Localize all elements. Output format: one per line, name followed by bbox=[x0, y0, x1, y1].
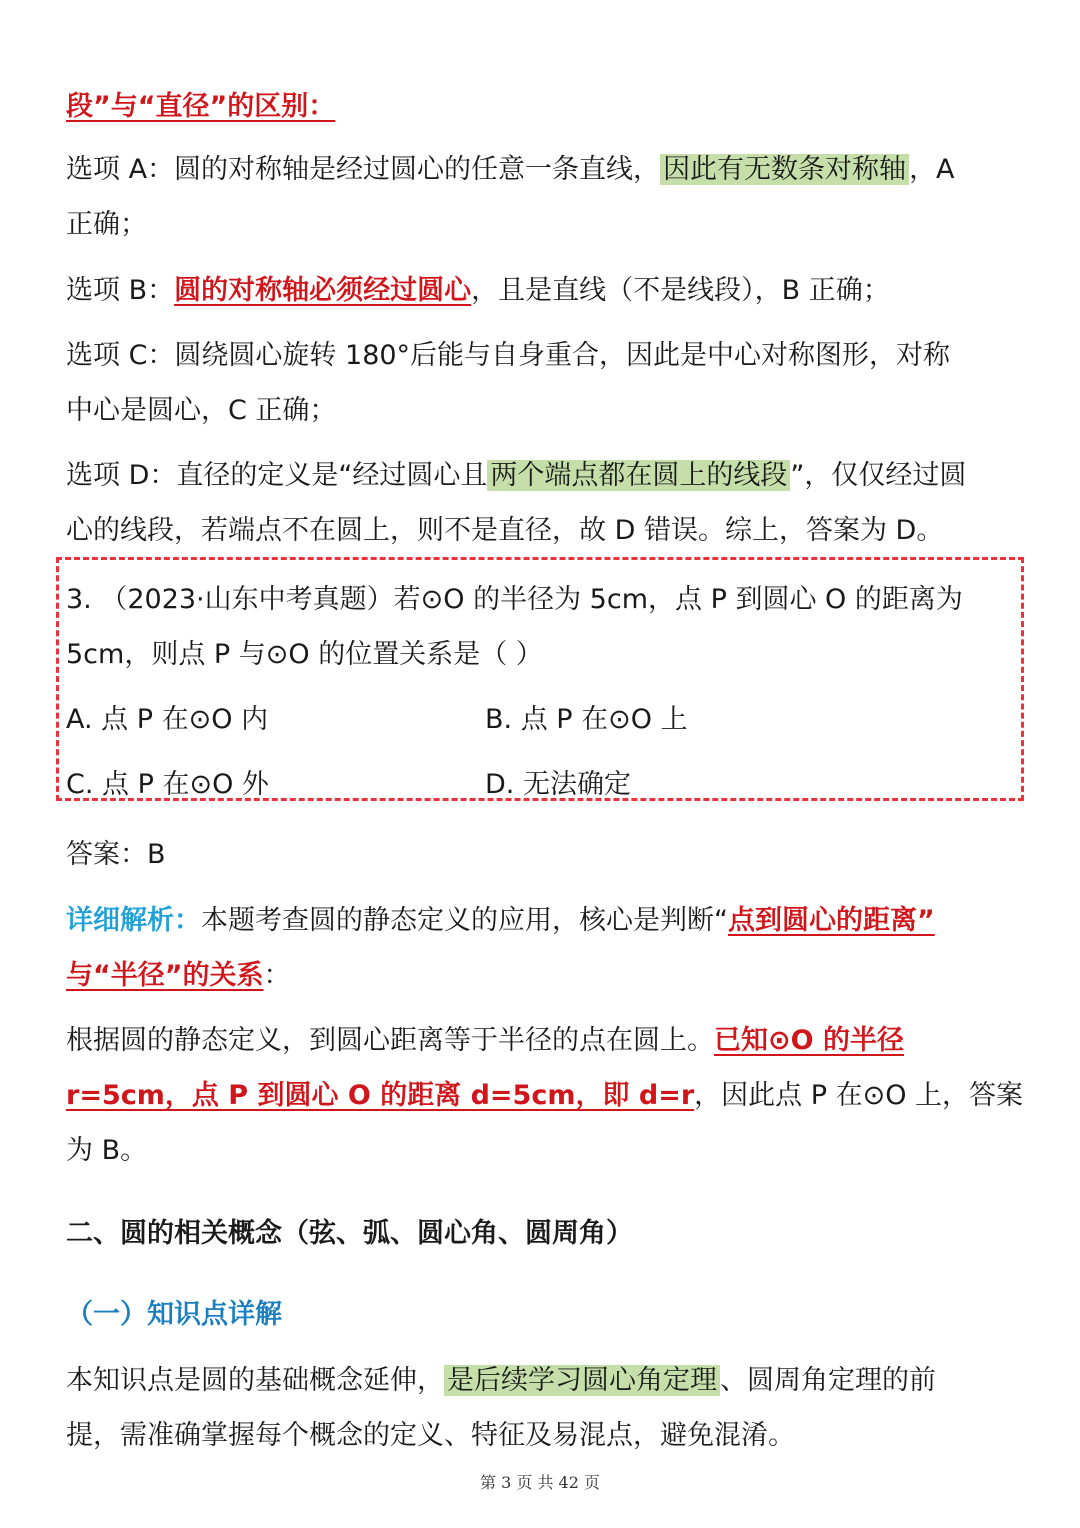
para-emphasis-1: 已知⊙O 的半径 bbox=[714, 1025, 904, 1056]
option-a-line1 bbox=[66, 147, 955, 186]
option-a-text: 选项 A：圆的对称轴是经过圆心的任意一条直线， bbox=[66, 154, 661, 185]
intro-suffix: 、圆周角定理的前 bbox=[720, 1365, 936, 1396]
analysis-text: 本题考查圆的静态定义的应用，核心是判断“ bbox=[201, 905, 728, 936]
subsection-title: （一）知识点详解 bbox=[66, 1299, 282, 1330]
option-d-line1 bbox=[66, 453, 966, 492]
intro-line1 bbox=[66, 1358, 936, 1397]
intro-prefix: 本知识点是圆的基础概念延伸， bbox=[66, 1365, 444, 1396]
option-d-suffix: ”，仅仅经过圆 bbox=[790, 460, 967, 491]
question-line1: 3. （2023·山东中考真题）若⊙O 的半径为 5cm，点 P 到圆心 O 的距离为 bbox=[66, 584, 963, 615]
option-d-line2: 心的线段，若端点不在圆上，则不是直径，故 D 错误。综上，答案为 D。 bbox=[66, 515, 944, 546]
analysis-line1 bbox=[66, 898, 935, 937]
page-footer: 第 3 页 共 42 页 bbox=[480, 1473, 600, 1492]
para-text: 根据圆的静态定义，到圆心距离等于半径的点在圆上。 bbox=[66, 1025, 714, 1056]
section-heading-fragment: 段”与“直径”的区别： bbox=[66, 91, 336, 122]
option-b-emphasis: 圆的对称轴必须经过圆心 bbox=[174, 275, 472, 306]
option-a-highlight: 因此有无数条对称轴 bbox=[660, 154, 909, 185]
choice-a: A. 点 P 在⊙O 内 bbox=[66, 704, 269, 735]
option-b-prefix: 选项 B： bbox=[66, 275, 175, 306]
analysis-tail: ： bbox=[263, 960, 291, 991]
option-c-line2: 中心是圆心，C 正确； bbox=[66, 395, 337, 426]
para-emphasis-2: r=5cm，点 P 到圆心 O 的距离 d=5cm，即 d=r bbox=[66, 1080, 695, 1111]
analysis-emphasis-1: 点到圆心的距离” bbox=[728, 905, 935, 936]
para-line2 bbox=[66, 1073, 1023, 1112]
analysis-label: 详细解析： bbox=[66, 905, 201, 936]
option-b-line bbox=[66, 268, 890, 307]
option-b-suffix: ，且是直线（不是线段），B 正确； bbox=[471, 275, 890, 306]
choice-c: C. 点 P 在⊙O 外 bbox=[66, 769, 269, 800]
option-d-prefix: 选项 D：直径的定义是“经过圆心且 bbox=[66, 460, 488, 491]
para-text-2: ，因此点 P 在⊙O 上，答案 bbox=[694, 1080, 1024, 1111]
option-d-highlight: 两个端点都在圆上的线段 bbox=[487, 460, 790, 491]
para-line3: 为 B。 bbox=[66, 1135, 148, 1166]
analysis-emphasis-2: 与“半径”的关系 bbox=[66, 960, 264, 991]
choice-d: D. 无法确定 bbox=[485, 769, 631, 800]
answer: 答案：B bbox=[66, 839, 166, 870]
choice-b: B. 点 P 在⊙O 上 bbox=[485, 704, 688, 735]
option-c-line1: 选项 C：圆绕圆心旋转 180°后能与自身重合，因此是中心对称图形，对称 bbox=[66, 340, 951, 371]
intro-highlight: 是后续学习圆心角定理 bbox=[444, 1365, 720, 1396]
option-a-line2: 正确； bbox=[66, 209, 147, 240]
analysis-line2 bbox=[66, 953, 291, 992]
section-title: 二、圆的相关概念（弦、弧、圆心角、圆周角） bbox=[66, 1218, 633, 1249]
intro-line2: 提，需准确掌握每个概念的定义、特征及易混点，避免混淆。 bbox=[66, 1420, 795, 1451]
para-line1 bbox=[66, 1018, 904, 1057]
question-line2: 5cm，则点 P 与⊙O 的位置关系是（ ） bbox=[66, 639, 543, 670]
option-a-suffix: ，A bbox=[909, 154, 955, 185]
